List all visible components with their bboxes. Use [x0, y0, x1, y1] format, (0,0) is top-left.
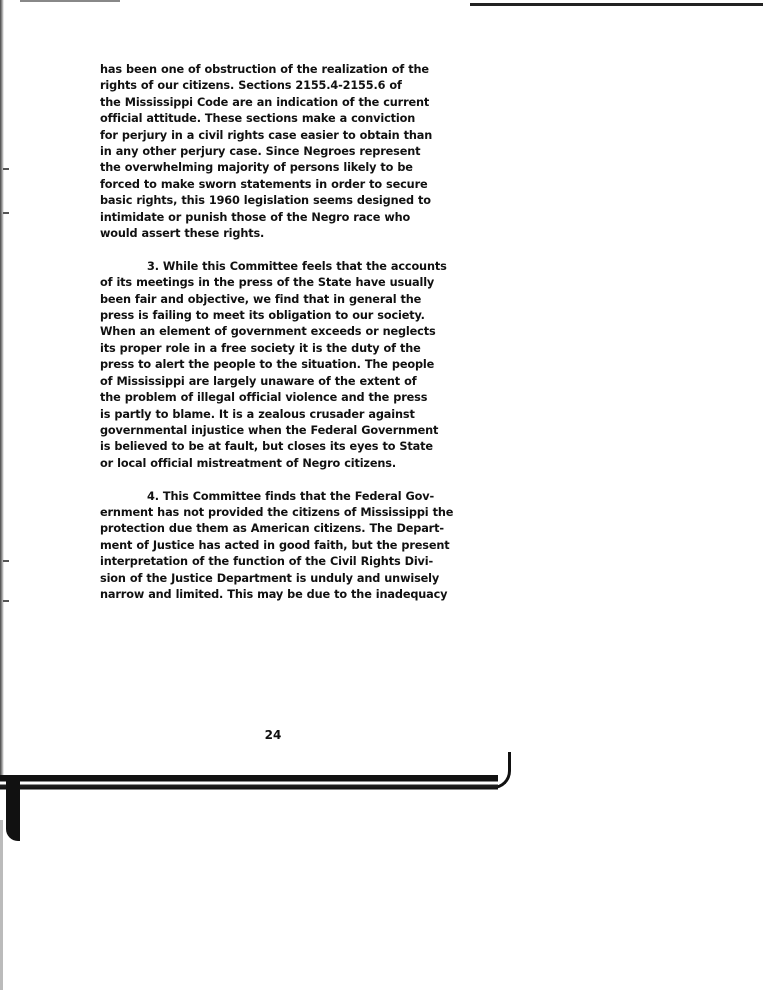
text-line: basic rights, this 1960 legislation seems designed to — [100, 194, 431, 208]
text-line: for perjury in a civil rights case easier to obtain than — [100, 128, 433, 142]
text-line: has been one of obstruction of the realization of the — [100, 63, 429, 76]
text-line: interpretation of the function of the Civil Rights Divi- — [100, 555, 434, 569]
text-line: governmental injustice when the Federal Government — [100, 423, 439, 437]
text-line: of its meetings in the press of the State have usually — [100, 276, 435, 290]
scan-artifact-tick — [3, 168, 9, 170]
page-number: 24 — [264, 728, 282, 742]
text-line: press to alert the people to the situation. The people — [100, 358, 435, 372]
scan-artifact-tick — [3, 212, 9, 214]
text-line: 4. This Committee finds that the Federal Gov- — [147, 489, 435, 503]
text-line: forced to make sworn statements in order to secure — [100, 177, 428, 191]
body-text — [100, 62, 454, 620]
text-line: its proper role in a free society it is the duty of the — [100, 341, 421, 355]
text-line: is believed to be at fault, but closes its eyes to State — [100, 440, 433, 454]
text-line: the overwhelming majority of persons likely to be — [100, 161, 413, 175]
text-line: or local official mistreatment of Negro citizens. — [100, 456, 396, 470]
text-line: of Mississippi are largely unaware of the extent of — [100, 374, 417, 388]
text-line: ment of Justice has acted in good faith, but the present — [100, 538, 450, 552]
scan-artifact-tick — [3, 600, 9, 602]
text-line: 3. While this Committee feels that the accounts — [147, 259, 447, 273]
text-line: protection due them as American citizens. The Depart- — [100, 522, 444, 536]
text-line: the Mississippi Code are an indication of the current — [100, 95, 430, 109]
scan-artifact-left-edge — [0, 0, 4, 785]
text-line: ernment has not provided the citizens of Mississippi the — [100, 505, 454, 519]
scan-artifact-tick — [3, 560, 9, 562]
text-line: rights of our citizens. Sections 2155.4-2155.6 of — [100, 79, 402, 93]
paragraph-continuation — [100, 62, 450, 242]
scan-artifact-top-edge — [470, 3, 763, 6]
text-line: in any other perjury case. Since Negroes represent — [100, 145, 421, 159]
paragraph-4 — [100, 489, 454, 604]
scan-artifact-top-left — [20, 0, 120, 2]
text-line: the problem of illegal official violence and the press — [100, 391, 428, 405]
scan-artifact-bottom-left-curve — [6, 781, 20, 841]
text-line: would assert these rights. — [100, 227, 265, 241]
text-line: is partly to blame. It is a zealous crusader against — [100, 407, 415, 421]
text-line: narrow and limited. This may be due to the inadequacy — [100, 587, 448, 601]
text-line: sion of the Justice Department is unduly and unwisely — [100, 571, 440, 585]
text-line: press is failing to meet its obligation to our society. — [100, 309, 425, 323]
scan-artifact-bottom-band — [0, 775, 498, 805]
text-line: When an element of government exceeds or neglects — [100, 325, 436, 339]
scan-artifact-left-edge-lower — [0, 820, 3, 990]
text-line: been fair and objective, we find that in general the — [100, 292, 422, 306]
text-line: official attitude. These sections make a conviction — [100, 112, 416, 126]
text-line: intimidate or punish those of the Negro race who — [100, 210, 411, 224]
paragraph-3 — [100, 259, 450, 472]
